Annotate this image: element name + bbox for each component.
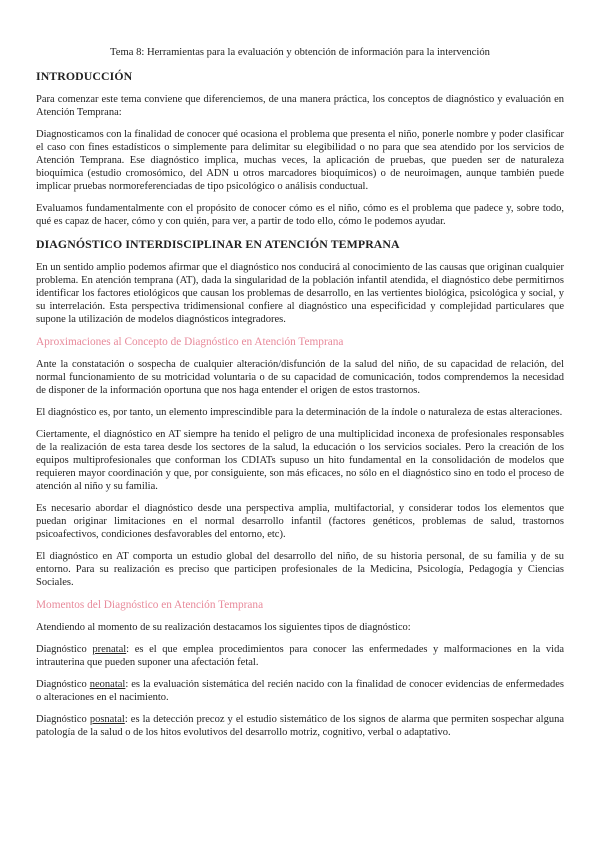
paragraph: Atendiendo al momento de su realización destacamos los siguientes tipos de diagnóstico: — [36, 622, 411, 633]
subsection-heading-aproximaciones: Aproximaciones al Concepto de Diagnóstico en Atención Temprana — [36, 336, 344, 348]
subsection-heading-momentos: Momentos del Diagnóstico en Atención Temprana — [36, 599, 264, 611]
lead-text: Diagnóstico — [36, 679, 90, 690]
section-heading-introduccion: INTRODUCCIÓN — [36, 69, 133, 83]
definition-text: : es la evaluación sistemática del recién nacido con la finalidad de conocer evidencias de enfermedades o alteraciones en el nacimiento. — [36, 679, 564, 703]
paragraph-diagnostico-posnatal — [36, 713, 564, 739]
section-heading-diagnostico-interdisciplinar: DIAGNÓSTICO INTERDISCIPLINAR EN ATENCIÓN TEMPRANA — [36, 237, 400, 251]
page-title: Tema 8: Herramientas para la evaluación y obtención de información para la intervención — [110, 47, 490, 58]
paragraph: En un sentido amplio podemos afirmar que el diagnóstico nos conducirá al conocimiento de las causas que originan cualquier problema. En atención temprana (AT), dada la singularidad de la población infantil atendida, el diagnóstico debe permitirnos identificar los factores etiológicos que causan los problemas de desarrollo, en las vertientes biológica, psicológica y social, y su interrelación. Esta perspectiva tridimensional confiere al diagnóstico una especificidad y complejidad particulares que supone la utilización de modelos diagnósticos integradores. — [36, 262, 564, 325]
paragraph: Ante la constatación o sospecha de cualquier alteración/disfunción de la salud del niño, de su capacidad de relación, del normal funcionamiento de su motricidad voluntaria o de su capacidad de comunicación, todos comprendemos la necesidad de disponer de la información oportuna que nos haga entender el origen de estos trastornos. — [36, 359, 564, 396]
term-prenatal: prenatal — [92, 644, 127, 655]
lead-text: Diagnóstico — [36, 714, 90, 725]
paragraph: Ciertamente, el diagnóstico en AT siempre ha tenido el peligro de una multiplicidad inconexa de profesionales responsables de la realización de esta tarea desde los sectores de la salud, la educación o los servicios sociales. Pero la creación de los equipos multiprofesionales que conforman los CDIATs supuso un hito fundamental en la consolidación de modelos que requieren mayor coordinación y que, por consiguiente, son más eficaces, no sólo en el diagnóstico sino en todo el proceso de atención al niño y su familia. — [36, 429, 564, 492]
lead-text: Diagnóstico — [36, 644, 93, 655]
definition-text: : es la detección precoz y el estudio sistemático de los signos de alarma que permiten sospechar alguna patología de la salud o de los hitos evolutivos del desarrollo motriz, cognitivo, verbal o adaptativo. — [36, 714, 565, 738]
paragraph-diagnostico-neonatal — [36, 678, 564, 704]
term-posnatal: posnatal — [89, 714, 125, 725]
paragraph: Para comenzar este tema conviene que diferenciemos, de una manera práctica, los conceptos de diagnóstico y evaluación en Atención Temprana: — [36, 94, 564, 118]
paragraph: El diagnóstico en AT comporta un estudio global del desarrollo del niño, de su historia personal, de su familia y de su entorno. Para su realización es preciso que participen profesionales de la Medicina, Psicología, Pedagogía y Ciencias Sociales. — [36, 551, 564, 588]
paragraph-diagnostico-prenatal — [36, 643, 564, 669]
definition-text: : es el que emplea procedimientos para conocer las enfermedades y malformaciones en la vida intrauterina que pueden suponer una afectación fetal. — [36, 644, 564, 668]
paragraph: Diagnosticamos con la finalidad de conocer qué ocasiona el problema que presenta el niño, ponerle nombre y poder clasificar el caso con fines estadísticos o simplemente para delimitar su elegibilidad o no para que sea atendido por los servicios de Atención Temprana. Ese diagnóstico implica, muchas veces, la aplicación de pruebas, que pueden ser de naturaleza bioquímica (estudio cromosómico, del ADN u otros marcadores bioquímicos) o de neuroimagen, aunque también puede implicar pruebas normoreferenciadas de tipo psicológico o análisis conductual. — [36, 129, 564, 192]
term-neonatal: neonatal — [89, 679, 126, 690]
paragraph: Es necesario abordar el diagnóstico desde una perspectiva amplia, multifactorial, y considerar todos los elementos que puedan originar limitaciones en el normal desarrollo infantil (factores genéticos, problemas de salud, trastornos psicoafectivos, condiciones desfavorables del entorno, etc). — [36, 503, 564, 540]
paragraph: Evaluamos fundamentalmente con el propósito de conocer cómo es el niño, cómo es el problema que padece y, sobre todo, qué es capaz de hacer, cómo y con quién, para ver, a partir de todo ello, cómo le podemos ayudar. — [36, 203, 564, 227]
paragraph: El diagnóstico es, por tanto, un elemento imprescindible para la determinación de la índole o naturaleza de estas alteraciones. — [36, 407, 563, 418]
